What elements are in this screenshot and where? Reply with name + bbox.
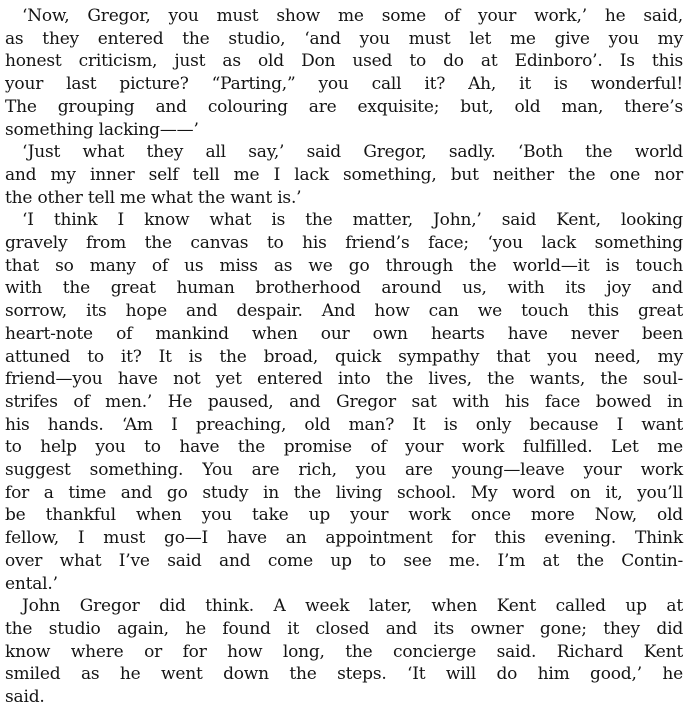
text-line: gravely from the canvas to his friend’s face; ‘you lack something — [5, 233, 683, 254]
text-line: over what I’ve said and come up to see me. I’m at the Contin- — [5, 550, 683, 571]
text-line: suggest something. You are rich, you are young—leave your work — [5, 460, 683, 481]
text-line: friend—you have not yet entered into the lives, the wants, the soul- — [5, 369, 683, 390]
text-line: be thankful when you take up your work once more Now, old — [5, 505, 683, 526]
text-line: as they entered the studio, ‘and you must let me give you my — [5, 28, 683, 49]
text-line: John Gregor did think. A week later, when Kent called up at — [22, 596, 683, 617]
text-line: smiled as he went down the steps. ‘It will do him good,’ he — [5, 664, 683, 685]
text-line: fellow, I must go—I have an appointment for this evening. Think — [5, 528, 683, 549]
text-line: know where or for how long, the concierge said. Richard Kent — [5, 641, 683, 662]
text-line: the studio again, he found it closed and its owner gone; they did — [5, 618, 683, 639]
text-line: something lacking——’ — [5, 119, 199, 140]
document-page — [5, 5, 683, 709]
text-line: to help you to have the promise of your work fulfilled. Let me — [5, 437, 683, 458]
text-line: attuned to it? It is the broad, quick sympathy that you need, my — [5, 346, 683, 367]
text-line: the other tell me what the want is.’ — [5, 187, 302, 208]
paragraph — [5, 595, 683, 709]
text-line: sorrow, its hope and despair. And how can we touch this great — [5, 301, 683, 322]
text-line: ‘Just what they all say,’ said Gregor, sadly. ‘Both the world — [22, 142, 683, 163]
paragraph — [5, 141, 683, 209]
text-line: ental.’ — [5, 573, 58, 594]
text-line: strifes of men.’ He paused, and Gregor sat with his face bowed in — [5, 391, 683, 412]
text-line: for a time and go study in the living school. My word on it, you’ll — [5, 482, 683, 503]
text-line: ‘Now, Gregor, you must show me some of your work,’ he said, — [22, 6, 683, 26]
text-line: that so many of us miss as we go through the world—it is touch — [5, 255, 683, 276]
text-line: and my inner self tell me I lack something, but neither the one nor — [5, 164, 683, 185]
text-line: his hands. ‘Am I preaching, old man? It is only because I want — [5, 414, 683, 435]
text-line: said. — [5, 687, 45, 708]
text-line: with the great human brotherhood around us, with its joy and — [5, 278, 683, 299]
paragraph — [5, 5, 683, 141]
paragraph — [5, 209, 683, 595]
text-line: your last picture? “Parting,” you call it? Ah, it is wonderful! — [5, 74, 683, 95]
text-line: honest criticism, just as old Don used to do at Edinboro’. Is this — [5, 51, 683, 72]
text-line: heart-note of mankind when our own hearts have never been — [5, 323, 683, 344]
text-line: The grouping and colouring are exquisite; but, old man, there’s — [5, 96, 683, 117]
text-line: ‘I think I know what is the matter, John,’ said Kent, looking — [22, 210, 683, 231]
